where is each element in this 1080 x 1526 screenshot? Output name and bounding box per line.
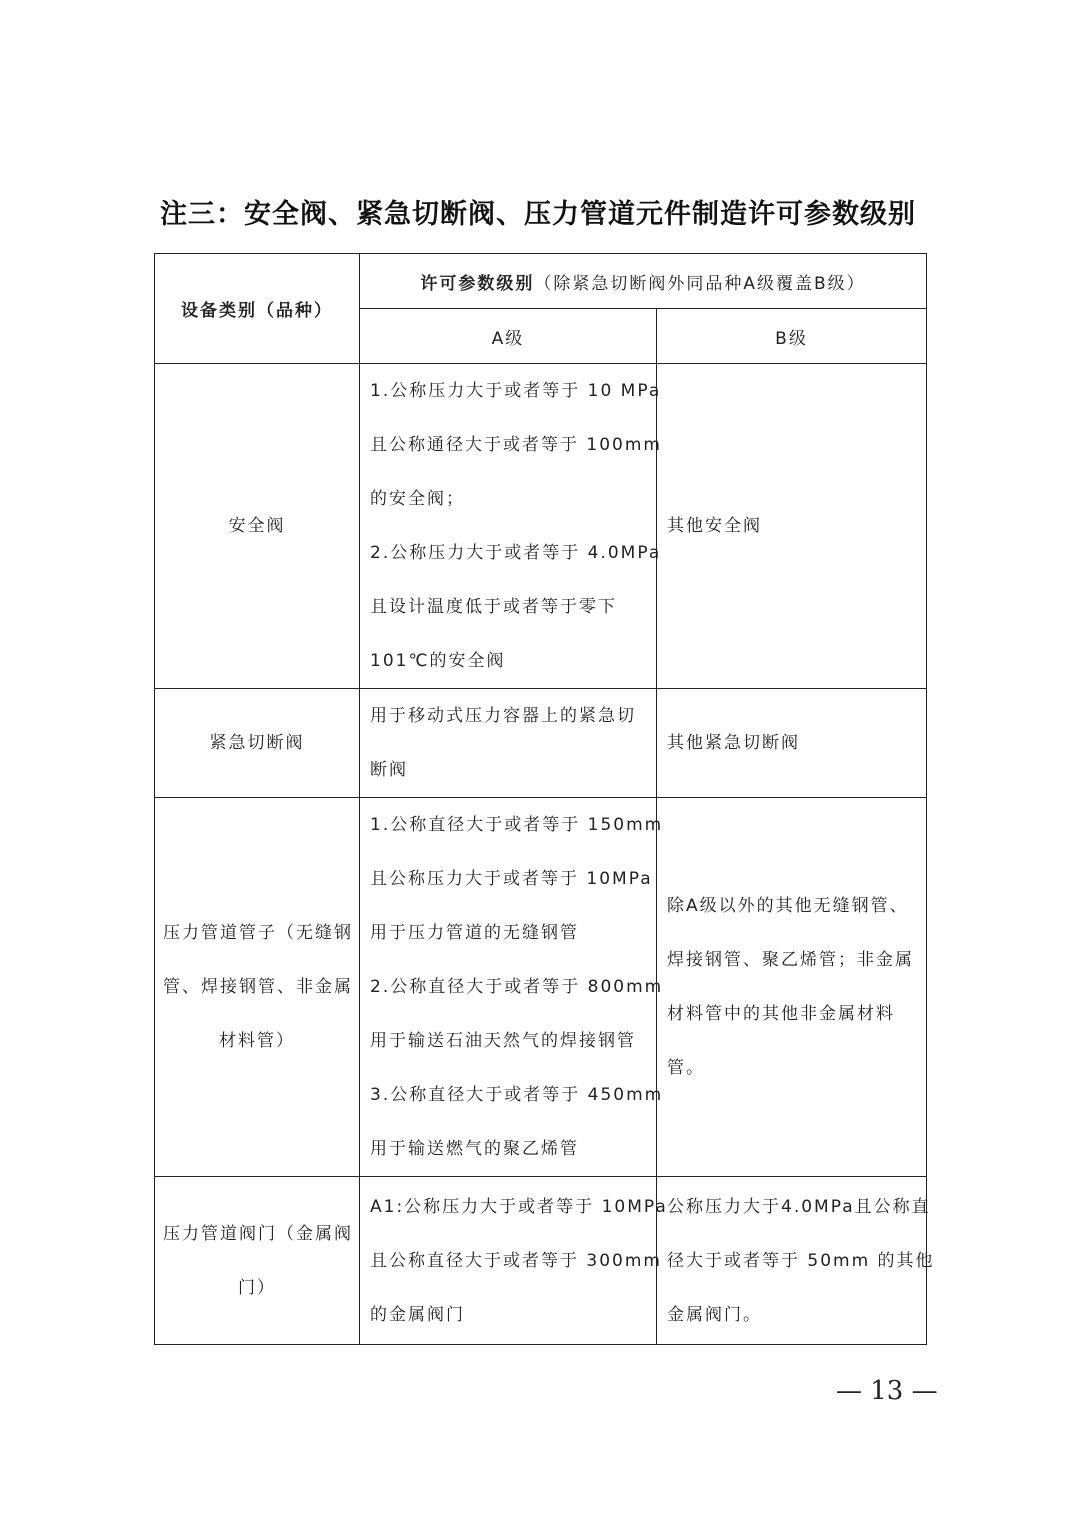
level-a-cell xyxy=(360,1177,668,1345)
category-line: 紧急切断阀 xyxy=(209,733,305,753)
level-a-line: 且公称直径大于或者等于 300mm xyxy=(370,1250,662,1271)
level-b-line: 管。 xyxy=(667,1058,705,1078)
section-heading: 注三：安全阀、紧急切断阀、压力管道元件制造许可参数级别 xyxy=(160,199,916,230)
level-a-line: 用于移动式压力容器上的紧急切 xyxy=(370,706,636,726)
level-a-line: 的安全阀； xyxy=(370,489,465,509)
level-a-cell xyxy=(360,689,657,798)
header-level-a-label: A级 xyxy=(491,328,525,349)
level-a-line: 且公称通径大于或者等于 100mm xyxy=(370,435,662,455)
level-b-cell xyxy=(657,364,927,689)
category-line: 压力管道管子（无缝钢 xyxy=(163,923,353,943)
level-a-line: 用于输送石油天然气的焊接钢管 xyxy=(370,1031,636,1051)
header-category-label: 设备类别（品种） xyxy=(181,301,333,321)
level-b-line: 金属阀门。 xyxy=(667,1304,762,1325)
level-a-line: 用于压力管道的无缝钢管 xyxy=(370,923,579,943)
table-row xyxy=(155,1177,927,1345)
level-b-cell xyxy=(657,798,927,1177)
category-cell xyxy=(155,364,360,689)
level-b-cell xyxy=(657,1177,935,1345)
level-b-line: 公称压力大于4.0MPa且公称直 xyxy=(667,1196,931,1217)
header-permit-level-cell xyxy=(360,254,927,309)
header-level-a-cell xyxy=(360,309,657,364)
level-a-cell xyxy=(360,364,662,689)
category-cell xyxy=(155,689,360,798)
permit-level-table xyxy=(154,253,935,1345)
level-a-line: 1.公称压力大于或者等于 10 MPa xyxy=(370,381,662,401)
level-b-cell xyxy=(657,689,927,798)
level-b-line: 材料管中的其他非金属材料 xyxy=(667,1004,895,1024)
level-b-line: 除A级以外的其他无缝钢管、 xyxy=(667,896,909,916)
header-permit-level-label: 许可参数级别 xyxy=(420,273,535,294)
level-a-line: 101℃的安全阀 xyxy=(370,651,506,671)
level-a-line: 且公称压力大于或者等于 10MPa xyxy=(370,869,653,889)
category-line: 管、焊接钢管、非金属 xyxy=(163,977,353,997)
table-row xyxy=(155,364,927,689)
level-a-line: 1.公称直径大于或者等于 150mm xyxy=(370,815,664,835)
table-row xyxy=(155,798,927,1177)
level-a-line: 2.公称压力大于或者等于 4.0MPa xyxy=(370,543,662,563)
category-cell xyxy=(155,1177,360,1345)
header-category-cell xyxy=(155,254,360,364)
level-b-line: 焊接钢管、聚乙烯管；非金属 xyxy=(667,950,914,970)
category-line: 安全阀 xyxy=(228,516,286,536)
level-a-line: 用于输送燃气的聚乙烯管 xyxy=(370,1139,579,1159)
level-a-cell xyxy=(360,798,664,1177)
level-a-line: 3.公称直径大于或者等于 450mm xyxy=(370,1085,664,1105)
category-cell xyxy=(155,798,360,1177)
header-permit-level-note: （除紧急切断阀外同品种A级覆盖B级） xyxy=(534,273,866,294)
level-a-line: 且设计温度低于或者等于零下 xyxy=(370,597,617,617)
header-level-b-label: B级 xyxy=(775,328,808,349)
level-b-line: 径大于或者等于 50mm 的其他 xyxy=(667,1250,935,1271)
level-a-line: 的金属阀门 xyxy=(370,1304,465,1325)
category-line: 门） xyxy=(238,1277,276,1298)
level-a-line: A1:公称压力大于或者等于 10MPa xyxy=(370,1196,668,1217)
header-level-b-cell xyxy=(657,309,927,364)
category-line: 压力管道阀门（金属阀 xyxy=(163,1223,353,1244)
level-a-line: 2.公称直径大于或者等于 800mm xyxy=(370,977,664,997)
table-row xyxy=(155,689,927,798)
category-line: 材料管） xyxy=(219,1031,295,1051)
level-b-line: 其他安全阀 xyxy=(667,516,762,536)
level-a-line: 断阀 xyxy=(370,760,408,780)
level-b-line: 其他紧急切断阀 xyxy=(667,733,800,753)
page-number: — 13 — xyxy=(836,1376,938,1406)
